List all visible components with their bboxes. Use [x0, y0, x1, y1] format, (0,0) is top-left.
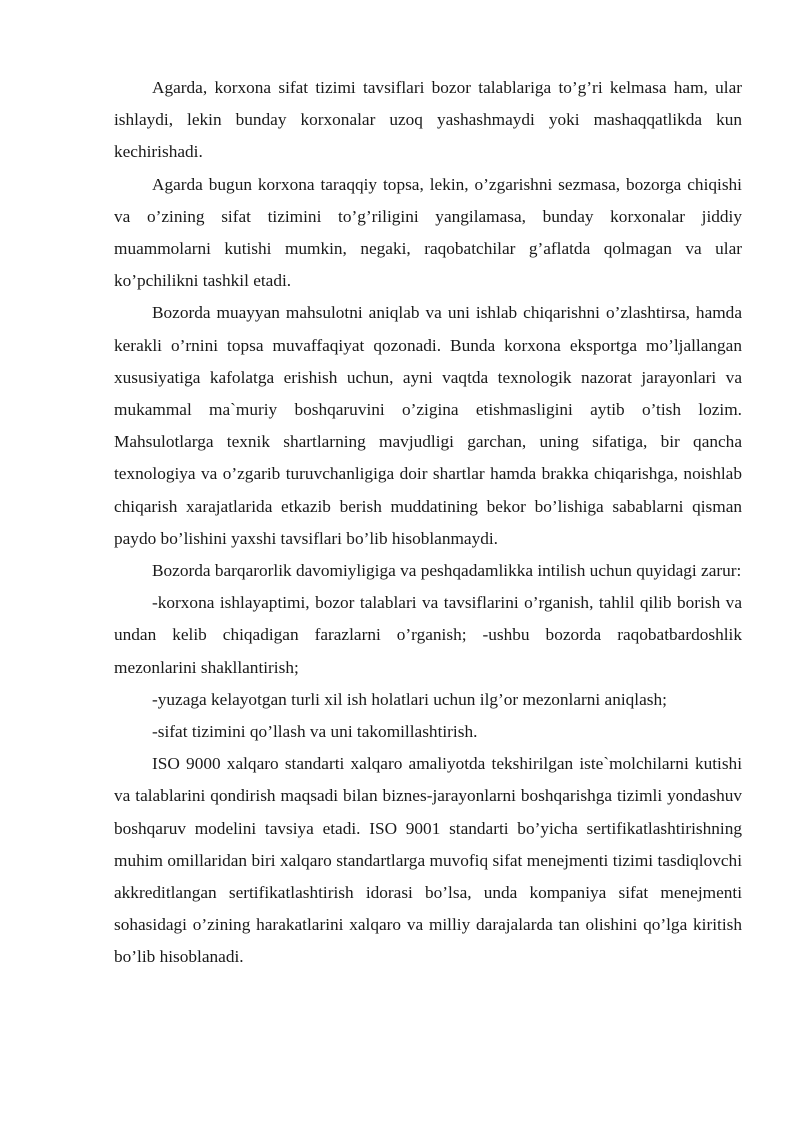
- paragraph: Agarda, korxona sifat tizimi tavsiflari bozor talablariga to’g’ri kelmasa ham, ular ishlaydi, lekin bunday korxonalar uzoq yashashmaydi yoki mashaqqatlikda kun kechirishadi.: [114, 78, 742, 162]
- paragraph: Agarda bugun korxona taraqqiy topsa, lekin, o’zgarishni sezmasa, bozorga chiqishi va o’zining sifat tizimini to’g’riligini yangilamasa, bunday korxonalar jiddiy muammolarni kutishi mumkin, negaki, raqobatchilar g’aflatda qolmagan va ular ko’pchilikni tashkil etadi.: [114, 174, 742, 291]
- paragraph: -korxona ishlayaptimi, bozor talablari va tavsiflarini o’rganish, tahlil qilib borish va undan kelib chiqadigan farazlarni o’rganish; -ushbu bozorda raqobatbardoshlik mezonlarini shakllantirish;: [114, 593, 742, 677]
- paragraph: -yuzaga kelayotgan turli xil ish holatlari uchun ilg’or mezonlarni aniqlash;: [152, 689, 667, 709]
- document-body: [114, 72, 742, 974]
- paragraph: -sifat tizimini qo’llash va uni takomillashtirish.: [152, 722, 478, 742]
- paragraph: Bozorda barqarorlik davomiyligiga va peshqadamlikka intilish uchun quyidagi zarur:: [152, 561, 742, 581]
- paragraph: ISO 9000 xalqaro standarti xalqaro amaliyotda tekshirilgan iste`molchilarni kutishi va talablarini qondirish maqsadi bilan biznes-jarayonlarni boshqarishga tizimli yondashuv boshqaruv modelini tavsiya etadi. ISO 9001 standarti bo’yicha sertifikatlashtirishning muhim omillaridan biri xalqaro standartlarga muvofiq sifat menejmenti tizimi tasdiqlovchi akkreditlangan sertifikatlashtirish idorasi bo’lsa, unda kompaniya sifat menejmenti sohasidagi o’zining harakatlarini xalqaro va milliy darajalarda tan olishini qo’lga kiritish bo’lib hisoblanadi.: [114, 754, 742, 967]
- paragraph: Bozorda muayyan mahsulotni aniqlab va uni ishlab chiqarishni o’zlashtirsa, hamda kerakli o’rnini topsa muvaffaqiyat qozonadi. Bunda korxona eksportga mo’ljallangan xususiyatiga kafolatga erishish uchun, ayni vaqtda texnologik nazorat jarayonlari va mukammal ma`muriy boshqaruvini o’zigina etishmasligini aytib o’tish lozim. Mahsulotlarga texnik shartlarning mavjudligi garchan, uning sifatiga, bir qancha texnologiya va o’zgarib turuvchanligiga doir shartlar hamda brakka chiqarishga, noishlab chiqarish xarajatlarida etkazib berish muddatining bekor bo’lishiga sabablarni qisman paydo bo’lishini yaxshi tavsiflari bo’lib hisoblanmaydi.: [114, 303, 742, 548]
